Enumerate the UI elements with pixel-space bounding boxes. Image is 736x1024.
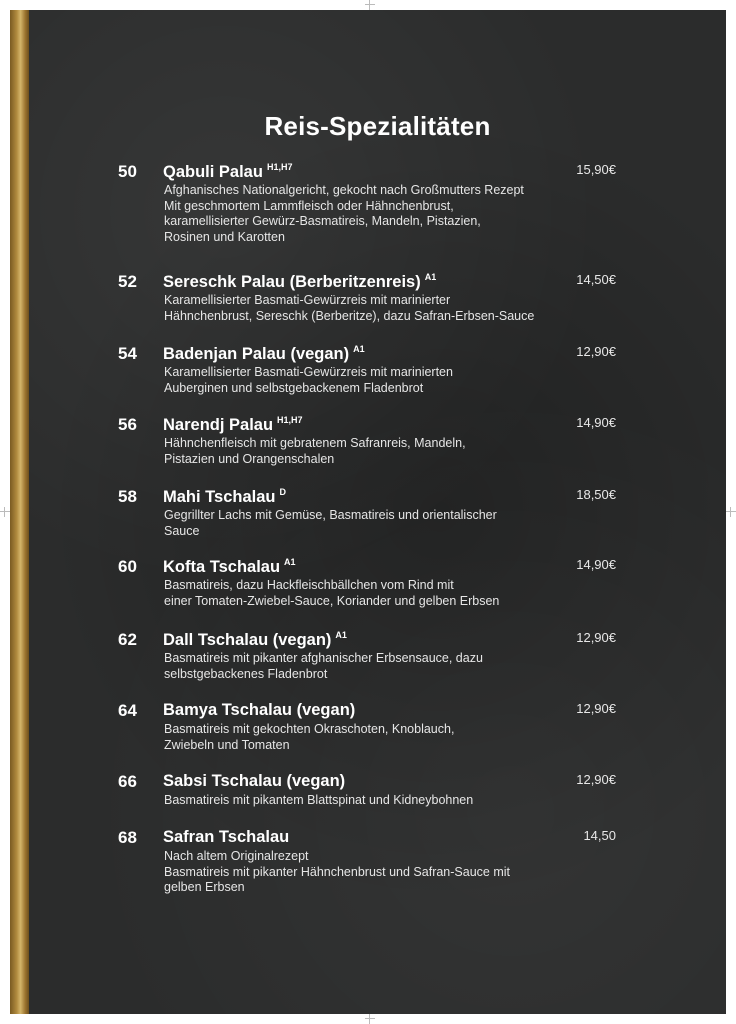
description-line: Auberginen und selbstgebackenem Fladenbrot (164, 380, 424, 395)
page-title: Reis-Spezialitäten (264, 111, 491, 141)
item-price: 12,90€ (576, 344, 616, 359)
description-line: Afghanisches Nationalgericht, gekocht nach Großmutters Rezept (164, 183, 524, 197)
item-price: 14,90€ (576, 557, 616, 572)
crop-mark-left (0, 507, 10, 517)
item-name (163, 772, 345, 791)
item-price: 15,90€ (576, 162, 616, 177)
allergen-code: A1 (335, 630, 347, 640)
description-line: Hähnchenfleisch mit gebratenem Safranreis, Mandeln, (164, 436, 466, 450)
description-line: karamellisierter Gewürz-Basmatireis, Mandeln, Pistazien, (164, 214, 481, 229)
item-name (163, 344, 365, 364)
item-number: 56 (118, 415, 137, 434)
item-description (164, 849, 584, 896)
description-line: Basmatireis, dazu Hackfleischbällchen vom Rind mit (164, 578, 454, 592)
description-line: Karamellisierter Basmati-Gewürzreis mit marinierten (164, 365, 453, 379)
description-line: selbstgebackenes Fladenbrot (164, 666, 328, 681)
item-number: 64 (118, 701, 137, 720)
item-price: 12,90€ (576, 701, 616, 716)
item-name-text: Dall Tschalau (vegan) (163, 631, 332, 649)
item-number: 58 (118, 487, 137, 506)
allergen-code: H1,H7 (266, 162, 293, 172)
item-name-text: Kofta Tschalau (163, 558, 281, 576)
description-line: einer Tomaten-Zwiebel-Sauce, Koriander und gelben Erbsen (164, 593, 500, 608)
allergen-code: A1 (284, 557, 296, 567)
item-number: 52 (118, 272, 137, 291)
description-line: Hähnchenbrust, Sereschk (Berberitze), dazu Safran-Erbsen-Sauce (164, 308, 535, 323)
item-description (164, 436, 584, 467)
description-line: Nach altem Originalrezept (164, 849, 309, 863)
item-name (163, 162, 292, 182)
item-name (163, 630, 347, 650)
description-line: Basmatireis mit pikanter afghanischer Erbsensauce, dazu (164, 651, 483, 665)
item-name (163, 272, 436, 292)
item-name-text: Mahi Tschalau (163, 488, 276, 506)
item-description (164, 183, 584, 245)
item-name-text: Sereschk Palau (Berberitzenreis) (163, 273, 421, 291)
item-name-text: Qabuli Palau (163, 163, 263, 181)
item-name-text: Narendj Palau (163, 416, 274, 434)
item-price: 12,90€ (576, 630, 616, 645)
crop-mark-top (365, 0, 375, 10)
item-price: 12,90€ (576, 772, 616, 787)
item-number: 66 (118, 772, 137, 791)
description-line: Pistazien und Orangenschalen (164, 451, 335, 466)
crop-mark-bottom (365, 1014, 375, 1024)
item-number: 60 (118, 557, 137, 576)
description-line: Basmatireis mit pikanter Hähnchenbrust und Safran-Sauce mit (164, 864, 510, 879)
item-number: 68 (118, 828, 137, 847)
description-line: Sauce (164, 523, 200, 538)
item-description (164, 793, 584, 809)
crop-mark-right (726, 507, 736, 517)
menu-page (10, 10, 726, 1014)
item-number: 62 (118, 630, 137, 649)
allergen-code: A1 (424, 272, 437, 282)
item-price: 14,50 (583, 828, 616, 843)
item-name (163, 557, 296, 577)
item-name (163, 415, 303, 435)
item-name-text: Bamya Tschalau (vegan) (163, 701, 356, 719)
item-description (164, 365, 584, 396)
item-description (164, 293, 584, 324)
item-name-text: Badenjan Palau (vegan) (163, 345, 350, 363)
description-line: gelben Erbsen (164, 880, 245, 895)
item-price: 18,50€ (576, 487, 616, 502)
item-name-text: Safran Tschalau (163, 828, 290, 846)
description-line: Mit geschmortem Lammfleisch oder Hähnchenbrust, (164, 198, 454, 213)
item-price: 14,90€ (576, 415, 616, 430)
item-description (164, 722, 584, 753)
description-line: Zwiebeln und Tomaten (164, 737, 290, 752)
allergen-code: H1,H7 (277, 415, 303, 425)
description-line: Basmatireis mit gekochten Okraschoten, Knoblauch, (164, 722, 455, 736)
allergen-code: D (279, 487, 286, 497)
item-name (163, 701, 355, 720)
item-name (163, 487, 286, 507)
gold-border-strip (10, 10, 29, 1014)
item-description (164, 651, 584, 682)
item-name (163, 828, 289, 847)
allergen-code: A1 (353, 344, 365, 354)
description-line: Rosinen und Karotten (164, 229, 285, 244)
description-line: Gegrillter Lachs mit Gemüse, Basmatireis und orientalischer (164, 508, 497, 522)
item-description (164, 578, 584, 609)
item-price: 14,50€ (576, 272, 616, 287)
item-number: 50 (118, 162, 137, 181)
description-line: Basmatireis mit pikantem Blattspinat und Kidneybohnen (164, 793, 474, 807)
description-line: Karamellisierter Basmati-Gewürzreis mit marinierter (164, 293, 451, 307)
item-description (164, 508, 584, 539)
item-name-text: Sabsi Tschalau (vegan) (163, 772, 346, 790)
item-number: 54 (118, 344, 137, 363)
